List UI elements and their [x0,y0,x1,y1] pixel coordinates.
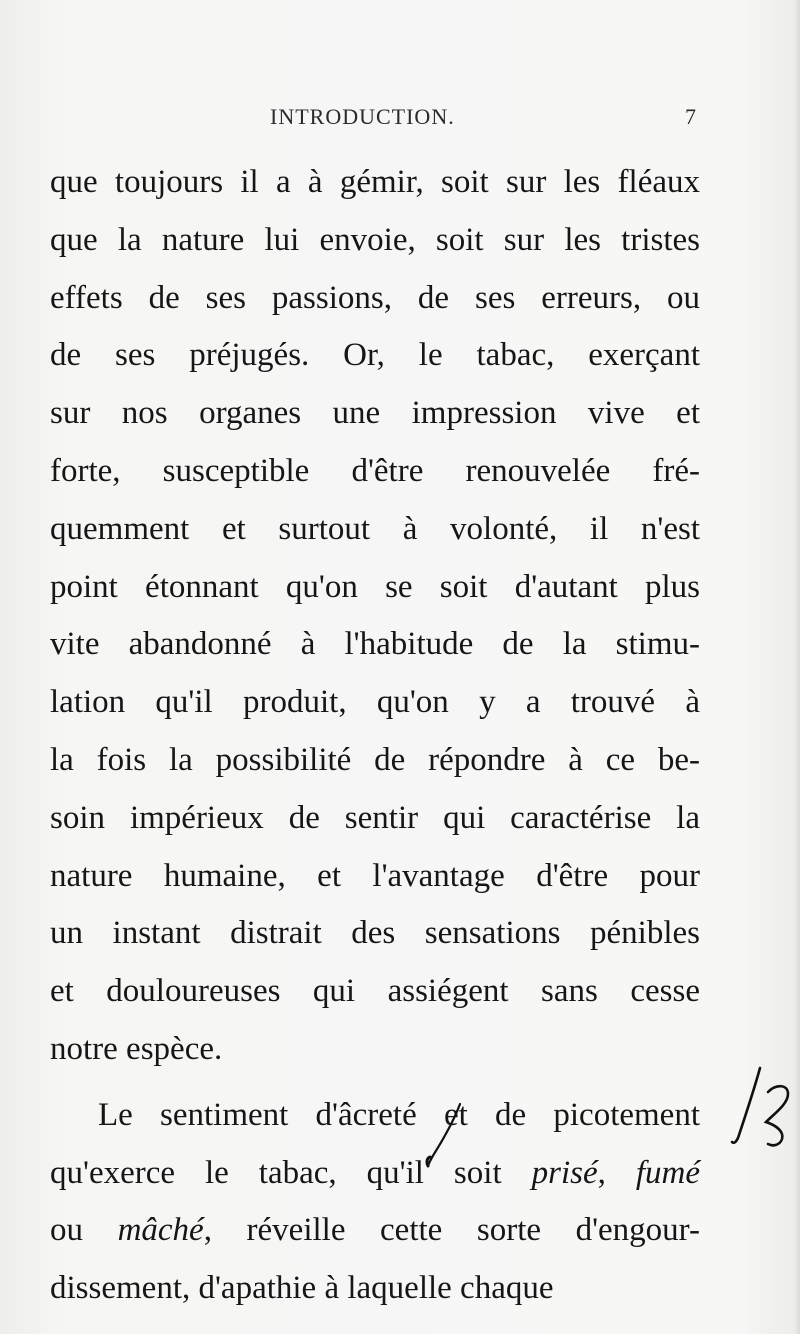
text-line: notre espèce. [50,1030,223,1067]
text-line: que toujours il a à gémir, soit sur les fléaux [50,164,700,200]
text-line: nature humaine, et l'avantage d'être pour [50,857,700,894]
text-line: de ses préjugés. Or, le tabac, exerçant [50,337,700,374]
text-run: , [597,1154,636,1191]
text-line: dissement, d'apathie à laquelle chaque [50,1270,554,1307]
text-line: vite abandonné à l'habitude de la stimu- [50,626,700,663]
page-number: 7 [685,104,696,129]
paragraph-1 [50,154,700,1079]
text-line: sur nos organes une impression vive et [50,395,700,432]
text-line: Le sentiment d'âcreté et de picotement [98,1096,700,1133]
text-line [50,1145,700,1203]
text-line: point étonnant qu'on se soit d'autant plus [50,568,700,605]
text-run: ou [50,1212,118,1249]
text-run: qu'exerce le tabac, qu'il soit [50,1154,532,1191]
paragraph-2 [50,1087,700,1318]
page-header [48,104,700,134]
text-line [50,1202,700,1260]
text-line: que la nature lui envoie, soit sur les tristes [50,221,700,258]
page-edge-shadow [794,0,800,1334]
italic-word: prisé [531,1154,598,1191]
text-line: lation qu'il produit, qu'on y a trouvé à [50,684,700,721]
text-line: un instant distrait des sensations pénibles [50,915,700,952]
text-line: soin impérieux de sentir qui caractérise la [50,799,700,836]
text-line: forte, susceptible d'être renouvelée fré- [50,452,700,489]
text-line: quemment et surtout à volonté, il n'est [50,510,700,547]
text-line: et douloureuses qui assiégent sans cesse [50,973,700,1010]
body-text [50,154,700,1318]
text-run: , réveille cette sorte d'engour- [203,1212,701,1249]
running-head: INTRODUCTION. [270,104,455,129]
text-line: la fois la possibilité de répondre à ce be- [50,741,700,778]
handwritten-mark-icon [728,1062,798,1152]
pencil-caret-icon [424,1102,464,1170]
text-line: effets de ses passions, de ses erreurs, ou [50,279,700,316]
italic-word: fumé [635,1154,701,1191]
italic-word: mâché [117,1212,204,1249]
